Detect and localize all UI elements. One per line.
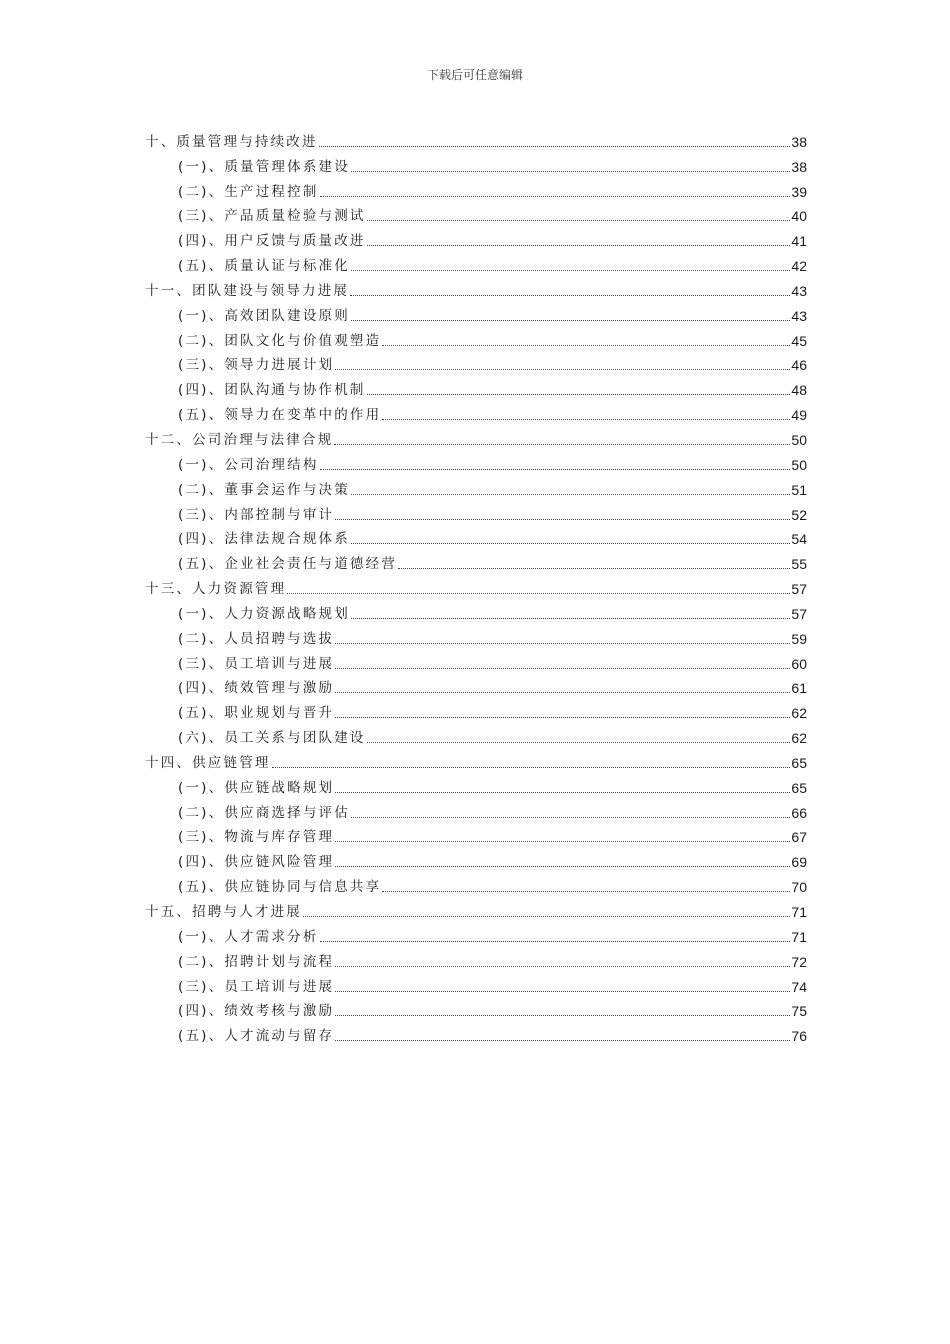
toc-section-entry[interactable] — [145, 225, 807, 250]
toc-entry-title: (四)、团队沟通与协作机制 — [178, 382, 366, 399]
toc-dot-leader — [335, 519, 790, 520]
toc-entry-page-number: 40 — [791, 208, 807, 225]
toc-entry-title: (二)、董事会运作与决策 — [178, 481, 350, 498]
toc-entry-title: (二)、团队文化与价值观塑造 — [178, 332, 382, 349]
toc-entry-title: (二)、生产过程控制 — [178, 183, 319, 200]
toc-entry-page-number: 54 — [791, 531, 807, 548]
toc-entry-title: (五)、企业社会责任与道德经营 — [178, 556, 398, 573]
toc-dot-leader — [351, 618, 790, 619]
toc-entry-title: (一)、公司治理结构 — [178, 456, 319, 473]
toc-entry-page-number: 65 — [791, 754, 807, 771]
toc-section-entry[interactable] — [145, 176, 807, 201]
toc-section-entry[interactable] — [145, 846, 807, 871]
toc-entry-page-number: 62 — [791, 705, 807, 722]
table-of-contents — [145, 126, 807, 1045]
toc-chapter-entry[interactable] — [145, 747, 807, 772]
toc-entry-page-number: 45 — [791, 332, 807, 349]
toc-dot-leader — [320, 469, 791, 470]
toc-entry-page-number: 71 — [791, 928, 807, 945]
toc-section-entry[interactable] — [145, 673, 807, 698]
toc-entry-title: (一)、质量管理体系建设 — [178, 158, 350, 175]
toc-section-entry[interactable] — [145, 871, 807, 896]
toc-entry-page-number: 55 — [791, 556, 807, 573]
toc-dot-leader — [335, 1040, 790, 1041]
toc-entry-title: (二)、人员招聘与选拔 — [178, 630, 335, 647]
toc-entry-title: 十一、团队建设与领导力进展 — [145, 282, 350, 299]
toc-section-entry[interactable] — [145, 201, 807, 226]
toc-entry-page-number: 67 — [791, 829, 807, 846]
toc-section-entry[interactable] — [145, 399, 807, 424]
toc-entry-page-number: 41 — [791, 233, 807, 250]
toc-entry-page-number: 50 — [791, 456, 807, 473]
toc-entry-page-number: 72 — [791, 953, 807, 970]
toc-section-entry[interactable] — [145, 623, 807, 648]
toc-entry-page-number: 49 — [791, 407, 807, 424]
toc-dot-leader — [272, 767, 791, 768]
toc-dot-leader — [335, 692, 790, 693]
toc-entry-title: (四)、绩效考核与激励 — [178, 1003, 335, 1020]
toc-dot-leader — [335, 643, 790, 644]
toc-entry-page-number: 43 — [791, 307, 807, 324]
toc-entry-title: (三)、物流与库存管理 — [178, 829, 335, 846]
toc-entry-title: (四)、用户反馈与质量改进 — [178, 233, 366, 250]
toc-entry-title: 十五、招聘与人才进展 — [145, 904, 302, 920]
toc-entry-page-number: 62 — [791, 730, 807, 747]
toc-dot-leader — [382, 891, 790, 892]
toc-entry-title: (五)、领导力在变革中的作用 — [178, 407, 382, 424]
toc-entry-page-number: 42 — [791, 258, 807, 275]
toc-section-entry[interactable] — [145, 996, 807, 1021]
toc-dot-leader — [335, 369, 790, 370]
toc-dot-leader — [367, 394, 791, 395]
toc-entry-page-number: 51 — [791, 481, 807, 498]
toc-entry-page-number: 48 — [791, 382, 807, 399]
toc-entry-page-number: 57 — [791, 581, 807, 598]
toc-dot-leader — [382, 345, 790, 346]
toc-entry-title: (一)、高效团队建设原则 — [178, 307, 350, 324]
toc-entry-page-number: 71 — [791, 904, 807, 920]
toc-entry-page-number: 38 — [791, 133, 807, 150]
toc-dot-leader — [335, 792, 790, 793]
toc-section-entry[interactable] — [145, 499, 807, 524]
toc-section-entry[interactable] — [145, 971, 807, 996]
toc-entry-page-number: 76 — [791, 1028, 807, 1045]
toc-entry-page-number: 61 — [791, 680, 807, 697]
toc-entry-title: (三)、员工培训与进展 — [178, 655, 335, 672]
toc-entry-title: (二)、招聘计划与流程 — [178, 953, 335, 970]
toc-section-entry[interactable] — [145, 648, 807, 673]
toc-entry-title: (五)、供应链协同与信息共享 — [178, 879, 382, 896]
toc-dot-leader — [367, 245, 791, 246]
toc-entry-title: (四)、法律法规合规体系 — [178, 531, 350, 548]
toc-dot-leader — [350, 295, 790, 296]
toc-entry-title: (三)、产品质量检验与测试 — [178, 208, 366, 225]
toc-entry-page-number: 65 — [791, 779, 807, 796]
toc-entry-page-number: 66 — [791, 804, 807, 821]
toc-dot-leader — [334, 444, 790, 445]
toc-entry-title: (二)、供应商选择与评估 — [178, 804, 350, 821]
toc-entry-title: (五)、人才流动与留存 — [178, 1028, 335, 1045]
toc-section-entry[interactable] — [145, 474, 807, 499]
toc-entry-page-number: 43 — [791, 282, 807, 299]
toc-dot-leader — [319, 146, 791, 147]
toc-entry-title: (一)、人才需求分析 — [178, 928, 319, 945]
toc-dot-leader — [335, 841, 790, 842]
toc-dot-leader — [303, 916, 790, 917]
toc-dot-leader — [335, 668, 790, 669]
toc-dot-leader — [335, 866, 790, 867]
toc-dot-leader — [320, 941, 791, 942]
toc-entry-page-number: 52 — [791, 506, 807, 523]
toc-entry-page-number: 59 — [791, 630, 807, 647]
toc-dot-leader — [351, 817, 790, 818]
toc-entry-title: 十三、人力资源管理 — [145, 581, 287, 598]
toc-dot-leader — [382, 419, 790, 420]
toc-dot-leader — [335, 1015, 790, 1016]
toc-section-entry[interactable] — [145, 250, 807, 275]
toc-entry-title: (六)、员工关系与团队建设 — [178, 730, 366, 747]
toc-dot-leader — [351, 171, 790, 172]
toc-entry-page-number: 38 — [791, 158, 807, 175]
toc-section-entry[interactable] — [145, 797, 807, 822]
toc-section-entry[interactable] — [145, 449, 807, 474]
toc-entry-title: (三)、员工培训与进展 — [178, 978, 335, 995]
toc-entry-title: (一)、人力资源战略规划 — [178, 605, 350, 622]
toc-entry-page-number: 74 — [791, 978, 807, 995]
toc-dot-leader — [335, 717, 790, 718]
toc-section-entry[interactable] — [145, 772, 807, 797]
toc-section-entry[interactable] — [145, 822, 807, 847]
toc-dot-leader — [351, 494, 790, 495]
header-note: 下载后可任意编辑 — [426, 68, 523, 82]
toc-dot-leader — [367, 742, 791, 743]
toc-entry-page-number: 39 — [791, 183, 807, 200]
toc-chapter-entry[interactable] — [145, 424, 807, 449]
toc-section-entry[interactable] — [145, 548, 807, 573]
toc-section-entry[interactable] — [145, 350, 807, 375]
toc-chapter-entry[interactable] — [145, 573, 807, 598]
toc-chapter-entry[interactable] — [145, 126, 807, 151]
toc-dot-leader — [398, 568, 790, 569]
toc-entry-page-number: 70 — [791, 879, 807, 896]
toc-section-entry[interactable] — [145, 524, 807, 549]
toc-entry-title: (五)、职业规划与晋升 — [178, 705, 335, 722]
toc-dot-leader — [351, 543, 790, 544]
toc-dot-leader — [335, 991, 790, 992]
toc-entry-title: 十、质量管理与持续改进 — [145, 133, 318, 150]
toc-section-entry[interactable] — [145, 1020, 807, 1045]
toc-section-entry[interactable] — [145, 374, 807, 399]
toc-entry-title: (五)、质量认证与标准化 — [178, 258, 350, 275]
toc-section-entry[interactable] — [145, 946, 807, 971]
toc-section-entry[interactable] — [145, 151, 807, 176]
toc-section-entry[interactable] — [145, 722, 807, 747]
toc-section-entry[interactable] — [145, 697, 807, 722]
toc-entry-title: (四)、供应链风险管理 — [178, 854, 335, 871]
toc-dot-leader — [367, 220, 791, 221]
toc-entry-title: 十四、供应链管理 — [145, 754, 271, 771]
toc-dot-leader — [335, 966, 790, 967]
toc-dot-leader — [320, 196, 791, 197]
toc-dot-leader — [287, 593, 790, 594]
toc-entry-page-number: 57 — [791, 605, 807, 622]
toc-entry-page-number: 60 — [791, 655, 807, 672]
toc-section-entry[interactable] — [145, 300, 807, 325]
toc-chapter-entry[interactable] — [145, 275, 807, 300]
toc-entry-page-number: 46 — [791, 357, 807, 374]
toc-chapter-entry[interactable] — [145, 896, 807, 921]
toc-entry-title: (一)、供应链战略规划 — [178, 779, 335, 796]
toc-entry-page-number: 50 — [791, 431, 807, 448]
toc-entry-title: 十二、公司治理与法律合规 — [145, 431, 334, 448]
toc-dot-leader — [351, 270, 790, 271]
toc-section-entry[interactable] — [145, 598, 807, 623]
toc-section-entry[interactable] — [145, 325, 807, 350]
toc-entry-title: (三)、领导力进展计划 — [178, 357, 335, 374]
toc-section-entry[interactable] — [145, 921, 807, 946]
toc-entry-page-number: 75 — [791, 1003, 807, 1020]
toc-entry-title: (三)、内部控制与审计 — [178, 506, 335, 523]
toc-entry-page-number: 69 — [791, 854, 807, 871]
toc-dot-leader — [351, 320, 790, 321]
toc-entry-title: (四)、绩效管理与激励 — [178, 680, 335, 697]
